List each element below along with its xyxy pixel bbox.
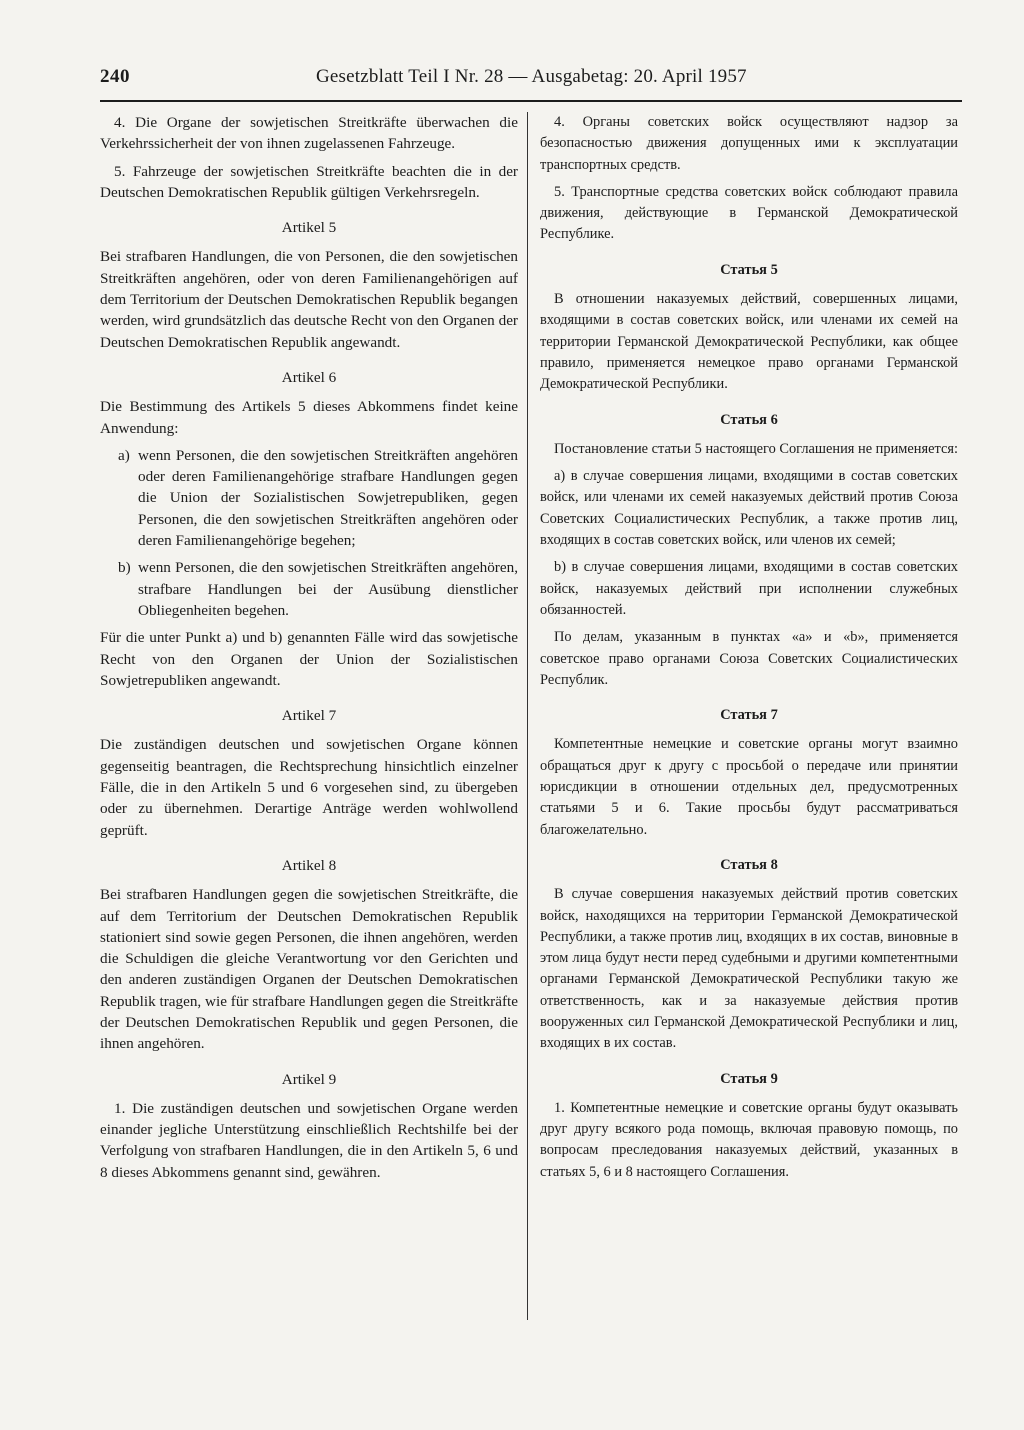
article-6-heading-ru: Статья 6 <box>720 411 778 428</box>
column-divider <box>527 112 528 1320</box>
paragraph-5-de: 5. Fahrzeuge der sowjetischen Streitkräfte beachten die in der Deutschen Demokratischen Republik gültigen Verkehrsregeln. <box>100 162 518 201</box>
article-5-heading-de: Artikel 5 <box>281 219 337 237</box>
german-column <box>100 112 518 1189</box>
paragraph-5-ru: 5. Транспортные средства советских войск соблюдают правила движения, действующие в Германской Демократической Республике. <box>540 183 958 243</box>
article-8-heading-ru: Статья 8 <box>720 856 778 873</box>
article-6-closing-ru: По делам, указанным в пунктах «а» и «b», применяется советское право органами Союза Советских Социалистических Республик. <box>540 629 958 688</box>
page-header <box>100 66 962 102</box>
article-7-heading-ru: Статья 7 <box>720 707 778 724</box>
article-7-heading-de: Artikel 7 <box>281 707 337 725</box>
article-6-closing-de: Für die unter Punkt a) und b) genannten Fälle wird das sowjetische Recht von den Organen der Union der Sozialistischen Sowjetrepubliken angewandt. <box>100 629 518 689</box>
list-text: wenn Personen, die den sowjetischen Streitkräften angehören oder deren Familienangehörige strafbare Handlungen gegen die Union der Sozialistischen Sowjetrepubliken, gegen Personen, die den sowjetischen Streitkräften angehören oder deren Familienangehörige begehen; <box>138 446 518 550</box>
article-9-heading-ru: Статья 9 <box>720 1070 778 1087</box>
russian-column <box>540 112 958 1189</box>
paragraph-4-de: 4. Die Organe der sowjetischen Streitkräfte überwachen die Verkehrssicherheit der von ihnen zugelassenen Fahrzeuge. <box>100 114 518 153</box>
article-6-item-b-de <box>100 557 518 621</box>
page-number: 240 <box>100 66 130 87</box>
article-6-item-a-ru: а) в случае совершения лицами, входящими в состав советских войск, или членами их семей наказуемых действий против Союза Советских Социалистических Республик, а также против лиц, входящих в состав советских войск, или членов их семей; <box>540 468 958 549</box>
article-6-item-a-de <box>100 445 518 551</box>
article-6-heading-de: Artikel 6 <box>281 368 337 386</box>
article-9-text-ru: 1. Компетентные немецкие и советские органы будут оказывать друг другу всякого рода помощь, включая правовую помощь, по вопросам преследования наказуемых действий, указанных в статьях 5, 6 и 8 настоящего Соглашения. <box>540 1099 958 1180</box>
article-6-intro-de: Die Bestimmung des Artikels 5 dieses Abkommens findet keine Anwendung: <box>100 398 518 437</box>
article-7-text-de: Die zuständigen deutschen und sowjetischen Organe können gegenseitig beantragen, die Rechtsprechung hinsichtlich einzelner Fälle, die in den Artikeln 5 und 6 vorgesehen sind, zu übergeben oder zu übernehmen. Derartige Anträge werden wohlwollend geprüft. <box>100 736 518 839</box>
article-7-text-ru: Компетентные немецкие и советские органы могут взаимно обращаться друг к другу с просьбой о передаче или принятии юрисдикции в отношении отдельных дел, предусмотренных статьями 5 и 6. Такие просьбы будут рассматриваться благожелательно. <box>540 736 958 838</box>
article-9-heading-de: Artikel 9 <box>281 1070 337 1088</box>
paragraph-4-ru: 4. Органы советских войск осуществляют надзор за безопасностью движения допущенных ими к эксплуатации транспортных средств. <box>540 114 958 173</box>
article-8-heading-de: Artikel 8 <box>281 856 337 874</box>
list-marker: b) <box>118 559 131 577</box>
list-marker: a) <box>118 446 130 464</box>
article-5-text-de: Bei strafbaren Handlungen, die von Personen, die den sowjetischen Streitkräften angehören, oder von deren Familienangehörigen auf dem Territorium der Deutschen Demokratischen Republik begangen werden, wird grundsätzlich das deutsche Recht von den Organen der Deutschen Demokratischen Republik angewandt. <box>100 248 518 351</box>
article-8-text-ru: В случае совершения наказуемых действий против советских войск, находящихся на территории Германской Демократической Республики, а также против лиц, входящих в их состав, виновные в этом лица будут нести перед судебными и другими компетентными органами Германской Демократической Республики такую же ответственность, как и за наказуемые действия против вооруженных сил Германской Демократической Республики и лиц, входящих в их состав. <box>540 886 958 1052</box>
article-6-item-b-ru: b) в случае совершения лицами, входящими в состав советских войск, наказуемых действий при исполнении служебных обязанностей. <box>540 559 958 618</box>
article-6-intro-ru: Постановление статьи 5 настоящего Соглашения не применяется: <box>554 440 958 457</box>
article-5-text-ru: В отношении наказуемых действий, совершенных лицами, входящими в состав советских войск, или членами их семей на территории Германской Демократической Республики, как общее правило, применяется немецкое право органами Германской Демократической Республики. <box>540 291 958 393</box>
gazette-title: Gesetzblatt Teil I Nr. 28 — Ausgabetag: 20. April 1957 <box>316 66 747 87</box>
article-9-text-de: 1. Die zuständigen deutschen und sowjetischen Organe werden einander jegliche Unterstützung einschließlich Rechtshilfe bei der Verfolgung von strafbaren Handlungen, die in den Artikeln 5, 6 und 8 dieses Abkommens genannt sind, gewähren. <box>100 1099 518 1181</box>
article-5-heading-ru: Статья 5 <box>720 261 778 278</box>
list-text: wenn Personen, die den sowjetischen Streitkräften angehören, strafbare Handlungen bei der Ausübung dienstlicher Obliegenheiten begehen. <box>138 559 518 619</box>
article-8-text-de: Bei strafbaren Handlungen gegen die sowjetischen Streitkräfte, die auf dem Territorium der Deutschen Demokratischen Republik stationiert sind sowie gegen Personen, die ihnen angehören, werden die Schuldigen die gleiche Verantwortung vor den Gerichten und den anderen zuständigen Organen der Deutschen Demokratischen Republik tragen, wie für strafbare Handlungen gegen die Streitkräfte der Deutschen Demokratischen Republik und gegen Personen, die ihnen angehören. <box>100 886 518 1053</box>
